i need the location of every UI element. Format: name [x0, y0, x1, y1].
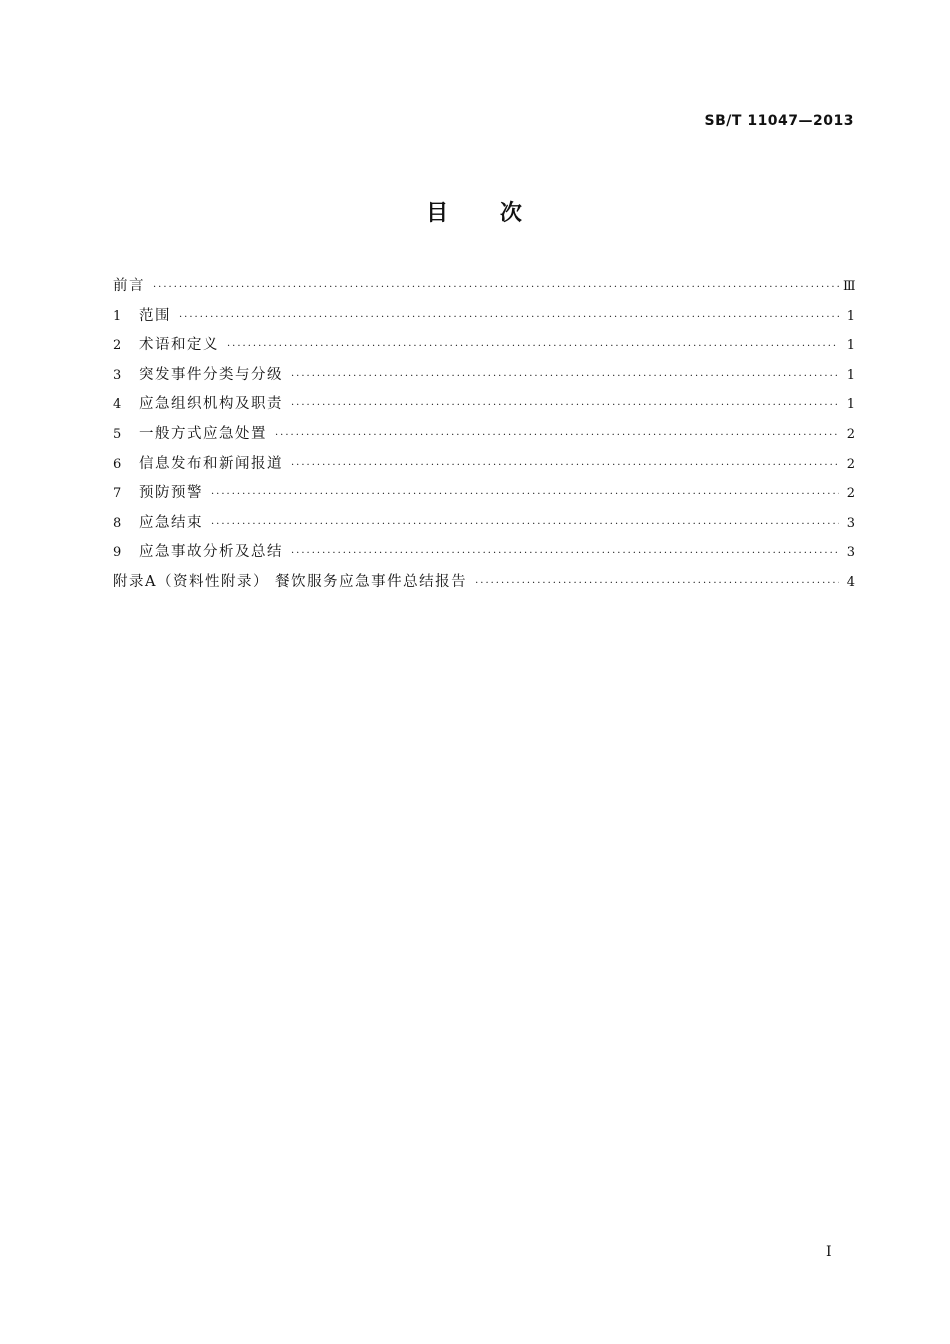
toc-leader-dots — [211, 489, 839, 500]
toc-entry-text: 信息发布和新闻报道 — [139, 455, 283, 472]
toc-entry-text: 一般方式应急处置 — [139, 425, 267, 442]
toc-entry-text: 应急结束 — [139, 514, 203, 531]
toc-entry-page: Ⅲ — [843, 279, 856, 294]
toc-entry-text: 突发事件分类与分级 — [139, 366, 283, 383]
standard-code: SB/T 11047—2013 — [704, 113, 854, 129]
toc-entry-number: 8 — [113, 515, 122, 531]
toc-entry-5[interactable] — [113, 422, 855, 452]
toc-leader-dots — [291, 400, 839, 411]
toc-entry-number: 2 — [113, 338, 122, 354]
toc-entry-page: 1 — [846, 367, 855, 383]
toc-entry-4[interactable] — [113, 392, 855, 422]
toc-entry-8[interactable] — [113, 511, 855, 541]
toc-entry-number: 9 — [113, 545, 122, 561]
toc-leader-dots — [275, 430, 839, 441]
toc-leader-dots — [291, 548, 839, 559]
toc-entry-text: 预防预警 — [139, 485, 203, 502]
toc-entry-text: 应急组织机构及职责 — [139, 396, 283, 413]
toc-entry-number: 5 — [113, 426, 122, 442]
toc-entry-page: 3 — [846, 545, 855, 561]
toc-entry-3[interactable] — [113, 363, 855, 393]
table-of-contents — [113, 274, 855, 600]
toc-entry-foreword[interactable] — [113, 274, 855, 304]
toc-entry-text: 术语和定义 — [139, 337, 219, 354]
toc-entry-text: 范围 — [139, 307, 171, 324]
toc-leader-dots — [291, 460, 839, 471]
toc-entry-number: 6 — [113, 456, 122, 472]
toc-entry-text: 前言 — [113, 278, 145, 294]
toc-entry-page: 1 — [846, 397, 855, 413]
toc-entry-page: 1 — [846, 338, 855, 354]
toc-entry-page: 2 — [846, 426, 855, 442]
toc-entry-text: 附录A（资料性附录） 餐饮服务应急事件总结报告 — [113, 573, 468, 590]
toc-entry-7[interactable] — [113, 481, 855, 511]
toc-entry-page: 1 — [846, 308, 855, 324]
toc-leader-dots — [153, 282, 839, 293]
toc-leader-dots — [475, 578, 839, 589]
toc-leader-dots — [227, 341, 839, 352]
toc-entry-number: 1 — [113, 308, 122, 324]
page-title: 目 次 — [426, 201, 524, 226]
toc-entry-6[interactable] — [113, 452, 855, 482]
toc-entry-9[interactable] — [113, 540, 855, 570]
toc-entry-appendix-a[interactable] — [113, 570, 855, 600]
toc-entry-page: 2 — [846, 456, 855, 472]
toc-leader-dots — [179, 312, 839, 323]
toc-entry-number: 7 — [113, 486, 122, 502]
toc-entry-2[interactable] — [113, 333, 855, 363]
toc-entry-page: 3 — [846, 515, 855, 531]
toc-entry-1[interactable] — [113, 304, 855, 334]
toc-entry-text: 应急事故分析及总结 — [139, 544, 283, 561]
page-number: I — [826, 1244, 832, 1260]
toc-entry-number: 3 — [113, 367, 122, 383]
toc-leader-dots — [291, 371, 839, 382]
toc-entry-page: 2 — [846, 486, 855, 502]
toc-entry-page: 4 — [846, 574, 855, 590]
toc-entry-number: 4 — [113, 397, 122, 413]
toc-leader-dots — [211, 519, 839, 530]
